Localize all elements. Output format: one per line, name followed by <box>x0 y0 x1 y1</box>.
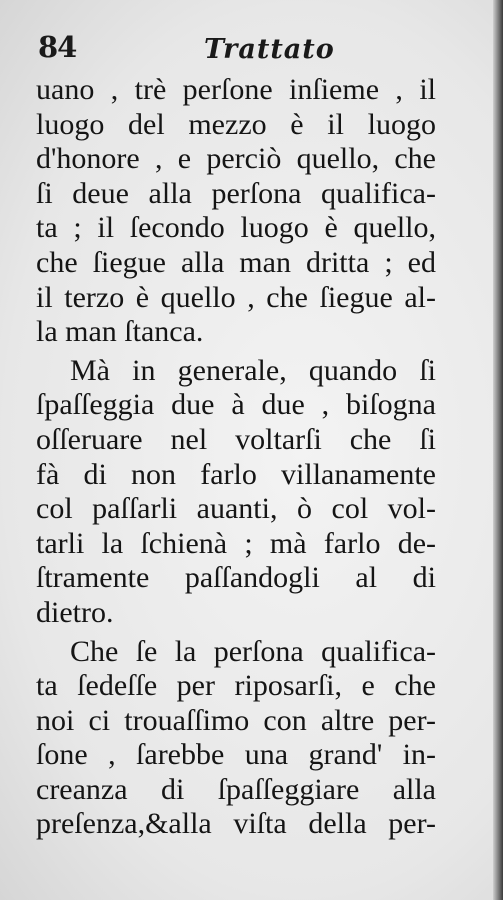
running-title: Trattato <box>204 34 335 65</box>
text-line: luogo del mezzo è il luogo <box>36 107 436 141</box>
text-line: ſi deue alla perſona qualifica- <box>36 176 436 210</box>
text-line: uano , trè perſone inſieme , il <box>36 73 436 106</box>
text-line: fà di non farlo villanamente <box>36 457 436 491</box>
body-text <box>36 73 436 842</box>
text-line: Mà in generale, quando ſi <box>70 353 436 387</box>
page-number: 84 <box>38 30 77 64</box>
text-line: creanza di ſpaſſeggiare alla <box>36 772 436 806</box>
text-line: la man ſtanca. <box>36 315 204 349</box>
text-line: col paſſarli auanti, ò col vol- <box>36 492 436 526</box>
text-line: noi ci trouaſſimo con altre per- <box>36 703 436 737</box>
text-line: ſtramente paſſandogli al di <box>36 561 436 595</box>
text-line: ta ſedeſſe per riposarſi, e che <box>36 669 436 703</box>
page-header <box>38 30 438 70</box>
text-line: d'honore , e perciò quello, che <box>36 142 436 176</box>
text-line: ta ; il ſecondo luogo è quello, <box>36 211 436 245</box>
text-line: ſpaſſeggia due à due , biſogna <box>36 388 436 422</box>
text-line: che ſiegue alla man dritta ; ed <box>36 245 436 279</box>
text-line: dietro. <box>36 595 114 629</box>
binding-edge <box>493 0 503 900</box>
text-line: Che ſe la perſona qualifica- <box>70 634 436 668</box>
text-line: oſſeruare nel voltarſi che ſi <box>36 422 436 456</box>
text-line: tarli la ſchienà ; mà farlo de- <box>36 526 436 560</box>
text-line: preſenza,&alla viſta della per- <box>36 807 436 841</box>
text-line: il terzo è quello , che ſiegue al- <box>36 280 436 314</box>
text-line: ſone , ſarebbe una grand' in- <box>36 738 436 772</box>
